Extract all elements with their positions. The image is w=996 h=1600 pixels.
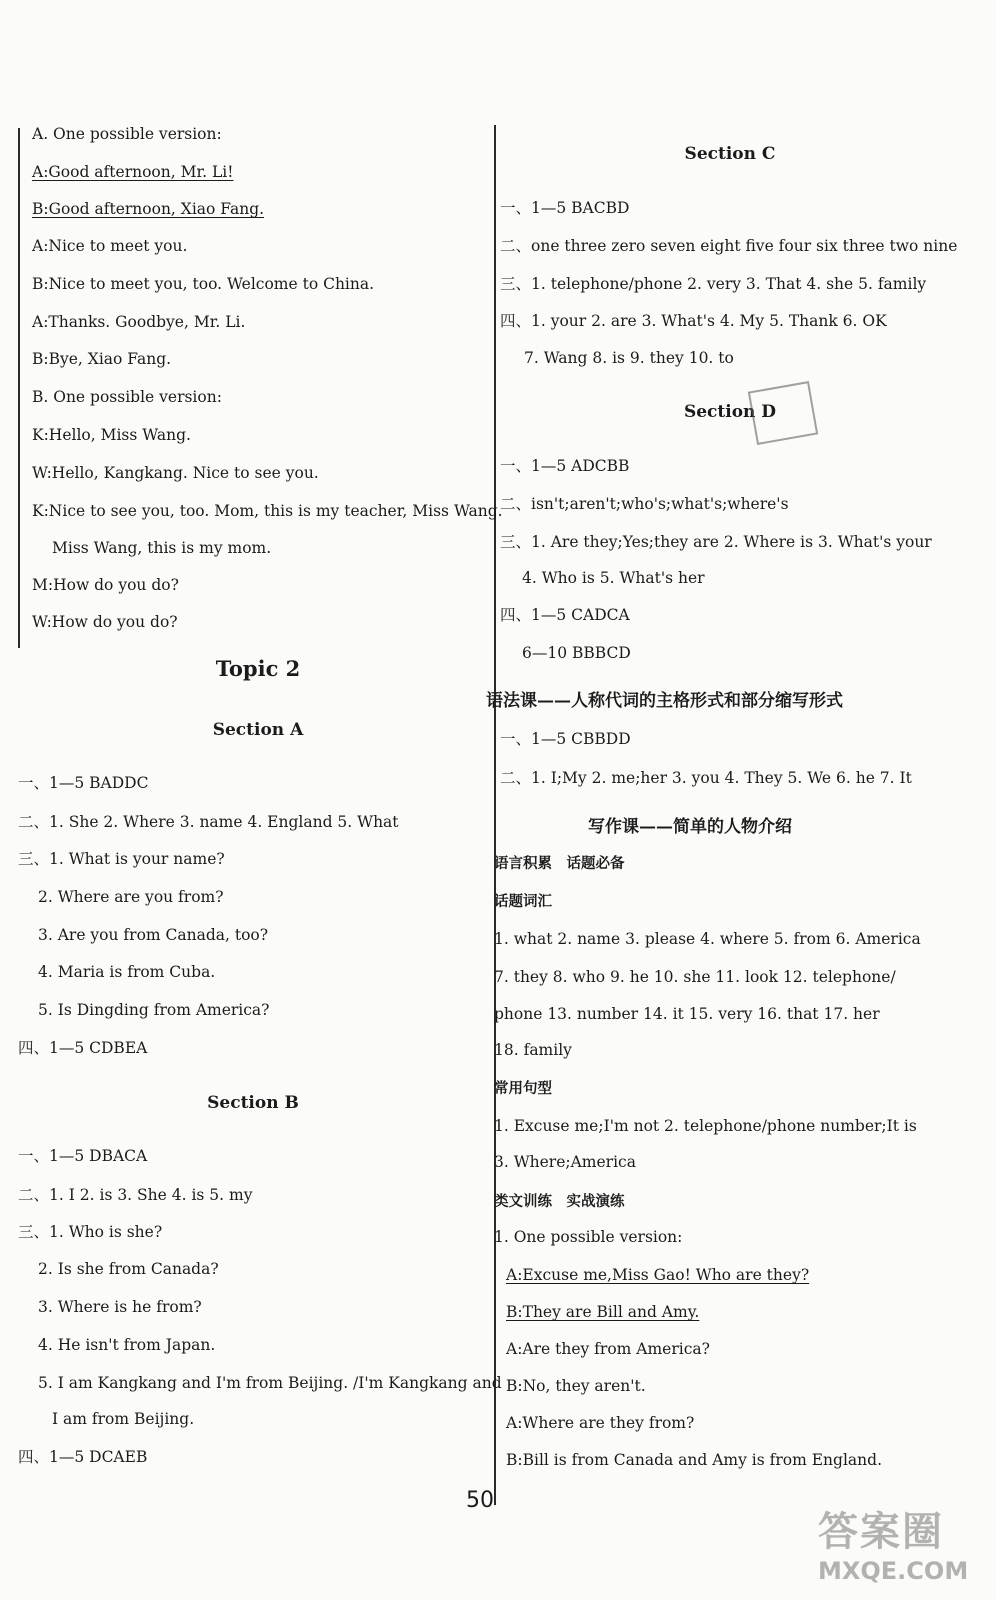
answer-line: 三、1. Are they;Yes;they are 2. Where is 3. What's your xyxy=(500,533,932,551)
dialogue-line: B:They are Bill and Amy. xyxy=(506,1303,700,1321)
answer-line: 三、1. telephone/phone 2. very 3. That 4. she 5. family xyxy=(500,275,927,293)
watermark-url: MXQE.COM xyxy=(818,1557,969,1585)
answer-line: 四、1. your 2. are 3. What's 4. My 5. Thank 6. OK xyxy=(500,312,887,330)
answer-line: 1. One possible version: xyxy=(494,1228,683,1246)
dialogue-line: B:No, they aren't. xyxy=(506,1377,646,1395)
dialogue-line: A:Good afternoon, Mr. Li! xyxy=(32,163,234,181)
answer-line: 4. Maria is from Cuba. xyxy=(38,963,216,981)
subheading: 话题词汇 xyxy=(494,894,552,910)
answer-line: 一、1—5 ADCBB xyxy=(500,457,630,475)
topic-heading: Topic 2 xyxy=(215,656,301,681)
answer-line: 3. Where is he from? xyxy=(38,1298,202,1316)
answer-line: 7. they 8. who 9. he 10. she 11. look 12. telephone/ xyxy=(494,968,896,986)
answer-line: 二、isn't;aren't;who's;what's;where's xyxy=(500,495,789,513)
answer-line: 4. Who is 5. What's her xyxy=(522,569,705,587)
answer-line: I am from Beijing. xyxy=(52,1410,195,1428)
answer-line: 二、1. I 2. is 3. She 4. is 5. my xyxy=(18,1186,253,1204)
subheading: 类文训练 实战演练 xyxy=(494,1194,625,1210)
answer-line: 一、1—5 BACBD xyxy=(500,199,630,217)
section-c-heading: Section C xyxy=(684,144,776,164)
dialogue-line: B:Bill is from Canada and Amy is from England. xyxy=(506,1451,882,1469)
answer-line: 三、1. Who is she? xyxy=(18,1223,163,1241)
answer-line: 二、1. She 2. Where 3. name 4. England 5. What xyxy=(18,813,399,831)
answer-line: 5. I am Kangkang and I'm from Beijing. /I'm Kangkang and xyxy=(38,1374,502,1392)
answer-line: 7. Wang 8. is 9. they 10. to xyxy=(524,349,734,367)
answer-line: 四、1—5 CDBEA xyxy=(18,1039,148,1057)
answer-line: 四、1—5 CADCA xyxy=(500,606,630,624)
dialogue-line: A:Nice to meet you. xyxy=(32,237,188,255)
dialogue-line: A:Where are they from? xyxy=(506,1414,695,1432)
answer-line: 4. He isn't from Japan. xyxy=(38,1336,216,1354)
answer-line: 一、1—5 DBACA xyxy=(18,1147,148,1165)
answer-line: 三、1. What is your name? xyxy=(18,850,225,868)
answer-line: 1. what 2. name 3. please 4. where 5. from 6. America xyxy=(494,930,921,948)
dialogue-line: M:How do you do? xyxy=(32,576,179,594)
answer-line: 四、1—5 DCAEB xyxy=(18,1448,148,1466)
dialogue-line: W:How do you do? xyxy=(32,613,178,631)
answer-line: 18. family xyxy=(494,1041,572,1059)
dialogue-line: B:Nice to meet you, too. Welcome to China. xyxy=(32,275,375,293)
dialogue-line: A:Excuse me,Miss Gao! Who are they? xyxy=(506,1266,810,1284)
stamp-mark xyxy=(748,381,818,445)
answer-line: 5. Is Dingding from America? xyxy=(38,1001,270,1019)
dialogue-line: A:Are they from America? xyxy=(506,1340,710,1358)
dialogue-line: B:Bye, Xiao Fang. xyxy=(32,350,172,368)
answer-line: 6—10 BBBCD xyxy=(522,644,631,662)
answer-line: 二、1. I;My 2. me;her 3. you 4. They 5. We 6. he 7. It xyxy=(500,769,912,787)
watermark-text: 答案圈 xyxy=(818,1509,944,1555)
writing-lesson-title: 写作课——简单的人物介绍 xyxy=(588,817,792,837)
answer-line: 2. Where are you from? xyxy=(38,888,224,906)
answer-line: 2. Is she from Canada? xyxy=(38,1260,219,1278)
answer-line: phone 13. number 14. it 15. very 16. that 17. her xyxy=(494,1005,880,1023)
dialogue-line: A:Thanks. Goodbye, Mr. Li. xyxy=(32,313,246,331)
subheading: 常用句型 xyxy=(494,1081,552,1097)
answer-line: 二、one three zero seven eight five four six three two nine xyxy=(500,237,958,255)
answer-line: 一、1—5 CBBDD xyxy=(500,730,631,748)
dialogue-line: Miss Wang, this is my mom. xyxy=(52,539,272,557)
answer-line: 3. Are you from Canada, too? xyxy=(38,926,269,944)
b-intro: B. One possible version: xyxy=(32,388,222,406)
section-a-heading: Section A xyxy=(212,720,304,740)
watermark-logo xyxy=(818,1508,988,1596)
a-intro: A. One possible version: xyxy=(32,125,222,143)
subheading: 语言积累 话题必备 xyxy=(494,856,625,872)
column-divider xyxy=(494,125,496,1505)
dialogue-line: W:Hello, Kangkang. Nice to see you. xyxy=(32,464,319,482)
section-b-heading: Section B xyxy=(207,1093,299,1113)
answer-line: 1. Excuse me;I'm not 2. telephone/phone number;It is xyxy=(494,1117,917,1135)
grammar-lesson-title: 语法课——人称代词的主格形式和部分缩写形式 xyxy=(486,691,843,711)
dialogue-line: K:Nice to see you, too. Mom, this is my teacher, Miss Wang. xyxy=(32,502,503,520)
answer-line: 一、1—5 BADDC xyxy=(18,774,149,792)
dialogue-line: K:Hello, Miss Wang. xyxy=(32,426,191,444)
page-number: 50 xyxy=(466,1488,494,1513)
section-d-heading: Section D xyxy=(683,402,777,422)
dialogue-line: B:Good afternoon, Xiao Fang. xyxy=(32,200,265,218)
answer-line: 3. Where;America xyxy=(494,1153,636,1171)
